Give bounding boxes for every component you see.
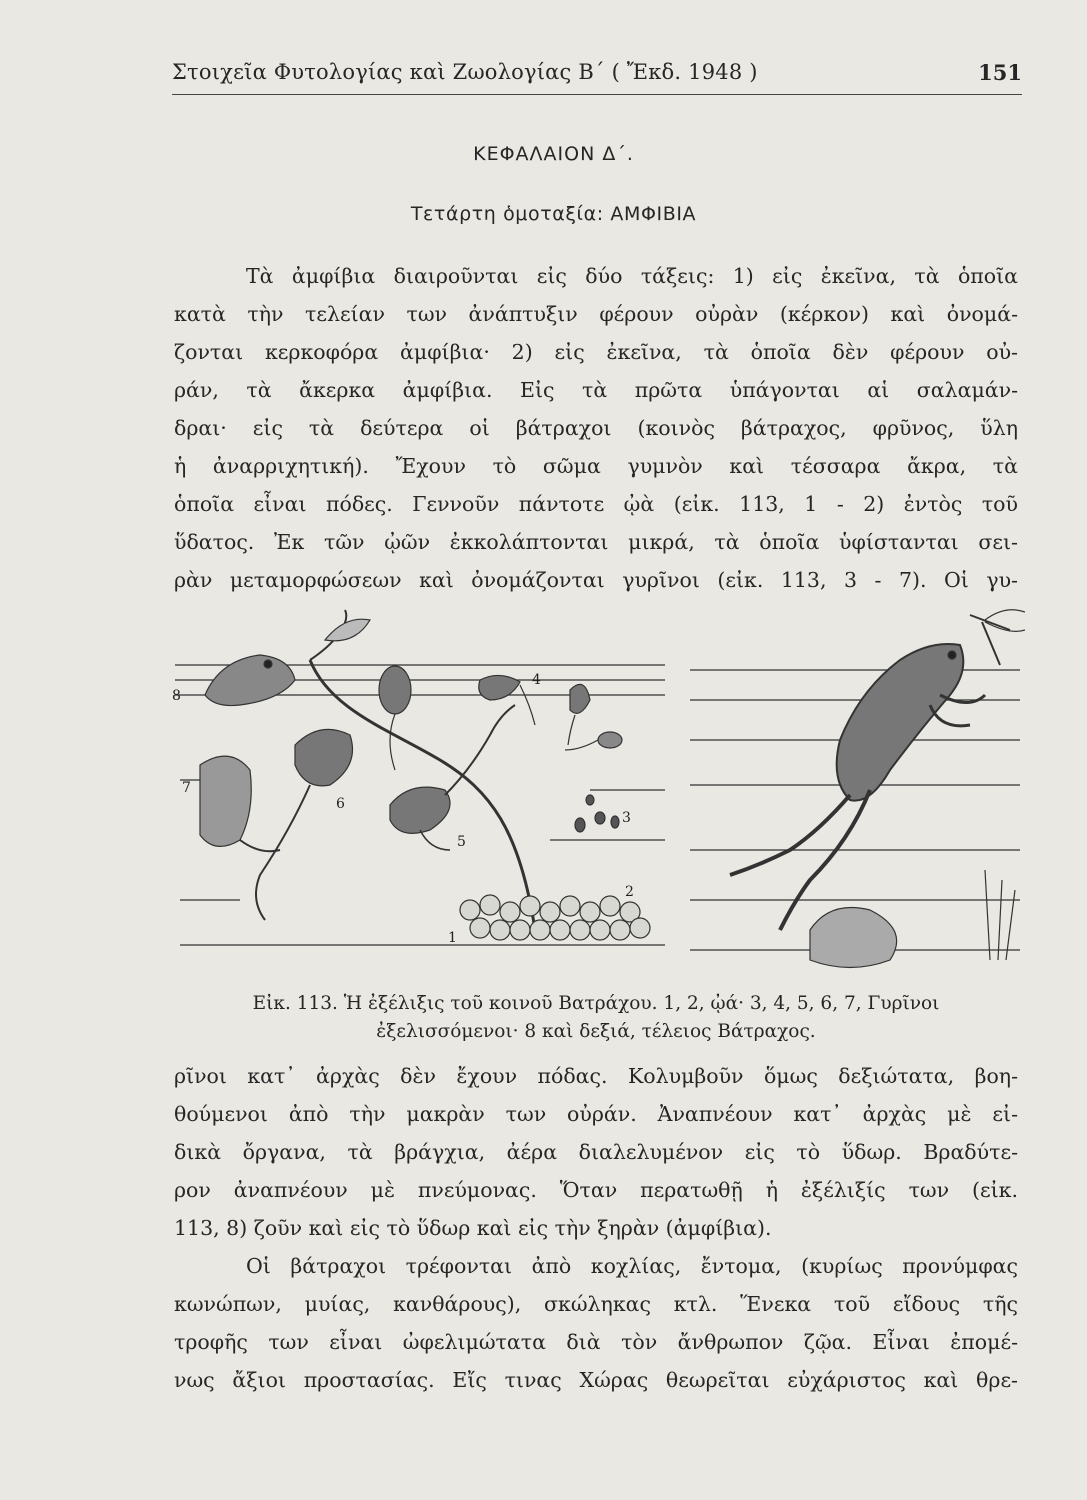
stage-label-2: 2 [625, 884, 634, 900]
dragonfly [970, 610, 1025, 665]
text-line: δικὰ ὄργανα, τὰ βράγχια, ἀέρα διαλελυμένον εἰς τὸ ὕδωρ. Βραδύτε- [174, 1140, 1018, 1164]
text-line: νως ἄξιοι προστασίας. Εἴς τινας Χώρας θεωρεῖται εὐχάριστος καὶ θρε- [174, 1368, 1018, 1392]
frog-stage-8 [205, 655, 295, 706]
frog-stage-7 [200, 756, 280, 851]
stage-label-4: 4 [532, 672, 541, 688]
stage-label-5: 5 [457, 834, 466, 850]
text-line: ράν, τὰ ἄκερκα ἀμφίβια. Εἰς τὰ πρῶτα ὑπάγονται αἱ σαλαμάν- [174, 378, 1018, 402]
text-line: ρον ἀναπνέουν μὲ πνεύμονας. Ὅταν περατωθῇ ἡ ἐξέλιξίς των (εἰκ. [174, 1178, 1018, 1202]
stage-label-1: 1 [448, 930, 457, 946]
leaping-adult-frog [730, 644, 985, 930]
stage-label-6: 6 [336, 796, 345, 812]
running-title: Στοιχεῖα Φυτολογίας καὶ Ζωολογίας Β΄ ( Ἔκδ. 1948 ) [172, 60, 758, 84]
frog-eggs-stage-1-2 [460, 895, 650, 940]
stage-label-7: 7 [182, 780, 191, 796]
tadpole-stage-5 [390, 705, 515, 850]
text-line: ρῖνοι κατ᾽ ἀρχὰς δὲν ἔχουν πόδας. Κολυμβοῦν ὅμως δεξιώτατα, βοη- [174, 1064, 1018, 1088]
page-number: 151 [978, 60, 1022, 85]
class-heading: Τετάρτη ὁμοταξία: ΑΜΦΙΒΙΑ [410, 203, 697, 225]
figure-caption-line: Εἰκ. 113. Ἡ ἐξέλιξις τοῦ κοινοῦ Βατράχου. 1, 2, ᾠά· 3, 4, 5, 6, 7, Γυρῖνοι [252, 993, 940, 1014]
stage-label-8: 8 [172, 688, 181, 704]
figure-caption-line: ἐξελισσόμενοι· 8 καὶ δεξιά, τέλειος Βάτραχος. [376, 1021, 816, 1042]
tadpole-stage-6 [256, 729, 353, 920]
text-line: 113, 8) ζοῦν καὶ εἰς τὸ ὕδωρ καὶ εἰς τὴν ξηρὰν (ἀμφίβια). [174, 1216, 772, 1240]
text-line: Τὰ ἀμφίβια διαιροῦνται εἰς δύο τάξεις: 1) εἰς ἐκεῖνα, τὰ ὁποῖα [246, 264, 1018, 288]
stage-label-3: 3 [622, 810, 631, 826]
running-header [172, 60, 1022, 95]
shore-rock [810, 908, 897, 968]
text-line: κατὰ τὴν τελείαν των ἀνάπτυξιν φέρουν οὐρὰν (κέρκον) καὶ ὀνομά- [174, 302, 1018, 326]
text-line: ὕδατος. Ἐκ τῶν ᾠῶν ἐκκολάπτονται μικρά, τὰ ὁποῖα ὑφίστανται σει- [174, 530, 1018, 554]
text-line: ρὰν μεταμορφώσεων καὶ ὀνομάζονται γυρῖνοι (εἰκ. 113, 3 - 7). Οἱ γυ- [174, 568, 1018, 592]
text-line: ὁποῖα εἶναι πόδες. Γεννοῦν πάντοτε ᾠὰ (εἰκ. 113, 1 - 2) ἐντὸς τοῦ [174, 492, 1018, 516]
text-line: ἡ ἀναρριχητική). Ἔχουν τὸ σῶμα γυμνὸν καὶ τέσσαρα ἄκρα, τὰ [174, 454, 1018, 478]
chapter-label: ΚΕΦΑΛΑΙΟΝ Δ΄. [473, 143, 634, 165]
text-line: δραι· εἰς τὰ δεύτερα οἱ βάτραχοι (κοινὸς βάτραχος, φρῦνος, ὕλη [174, 416, 1018, 440]
text-line: θούμενοι ἀπὸ τὴν μακρὰν των οὐράν. Ἀναπνέουν κατ᾽ ἀρχὰς μὲ εἰ- [174, 1102, 1018, 1126]
text-line: Οἱ βάτραχοι τρέφονται ἀπὸ κοχλίας, ἔντομα, (κυρίως προνύμφας [246, 1254, 1018, 1278]
tadpole-stage-3 [575, 795, 619, 832]
reeds [985, 870, 1015, 960]
text-line: κωνώπων, μυίας, κανθάρους), σκώληκας κτλ. Ἕνεκα τοῦ εἴδους τῆς [174, 1292, 1018, 1316]
text-line: ζονται κερκοφόρα ἀμφίβια· 2) εἰς ἐκεῖνα, τὰ ὁποῖα δὲν φέρουν οὐ- [174, 340, 1018, 364]
text-line: τροφῆς των εἶναι ὠφελιμώτατα διὰ τὸν ἄνθρωπον ζῷα. Εἶναι ἐπομέ- [174, 1330, 1018, 1354]
figure-113-frog-development [170, 600, 1025, 990]
